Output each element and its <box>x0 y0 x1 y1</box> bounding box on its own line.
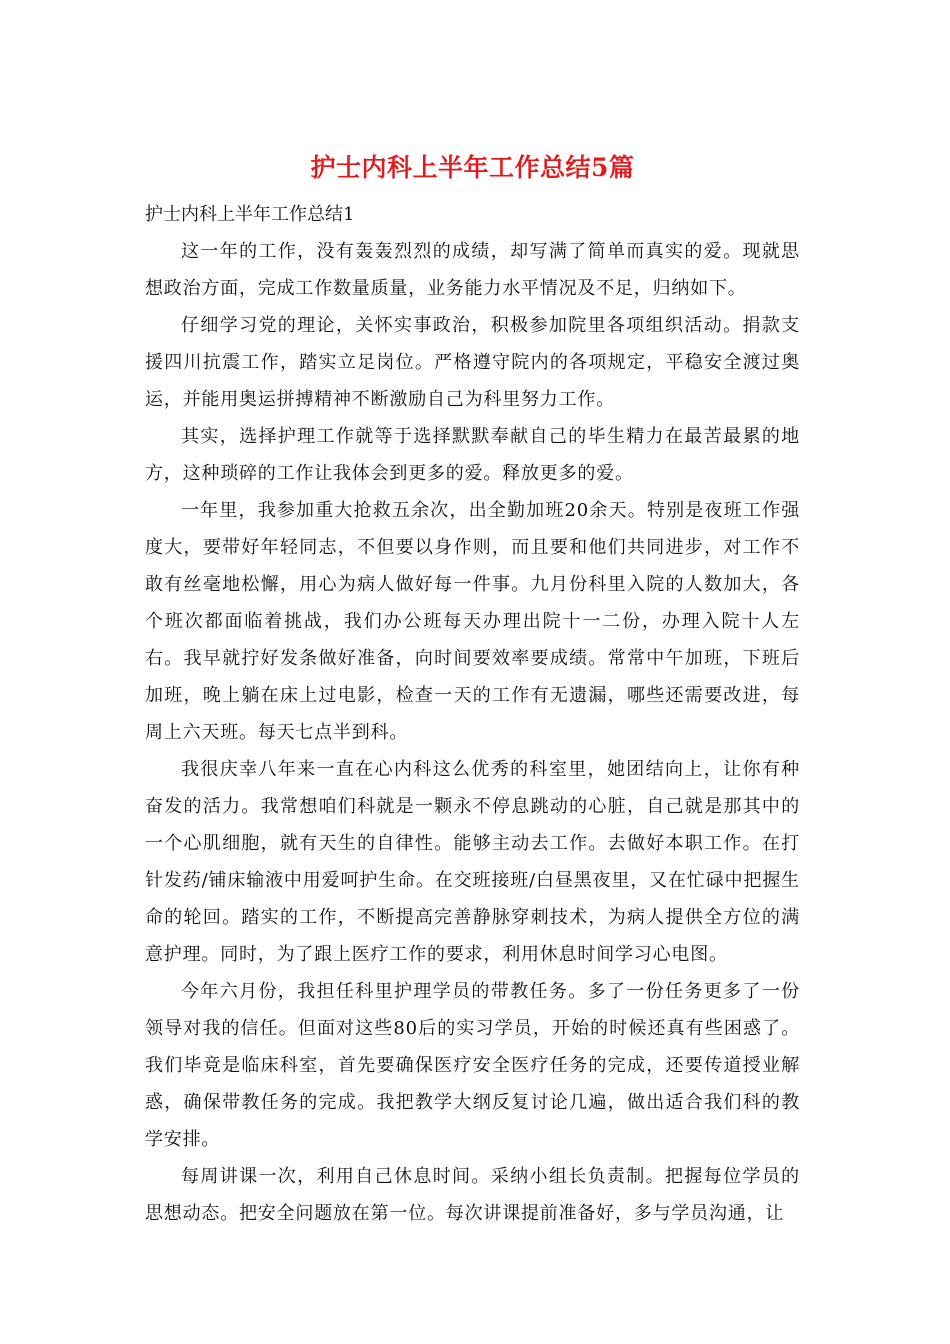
paragraph-3: 其实，选择护理工作就等于选择默默奉献自己的毕生精力在最苦最累的地方，这种琐碎的工作让我体会到更多的爱。释放更多的爱。 <box>145 426 800 484</box>
document-page <box>145 148 800 1232</box>
paragraph-2: 仔细学习党的理论，关怀实事政治，积极参加院里各项组织活动。捐款支援四川抗震工作，踏实立足岗位。严格遵守院内的各项规定，平稳安全渡过奥运，并能用奥运拼搏精神不断激励自己为科里努力工作。 <box>145 315 800 410</box>
document-title: 护士内科上半年工作总结5篇 <box>310 153 635 182</box>
paragraph-6: 今年六月份，我担任科里护理学员的带教任务。多了一份任务更多了一份领导对我的信任。但面对这些80后的实习学员，开始的时候还真有些困惑了。我们毕竟是临床科室，首先要确保医疗安全医疗任务的完成，还要传道授业解惑，确保带教任务的完成。我把教学大纲反复讨论几遍，做出适合我们科的教学安排。 <box>145 981 800 1150</box>
paragraph-7: 每周讲课一次，利用自己休息时间。采纳小组长负责制。把握每位学员的思想动态。把安全问题放在第一位。每次讲课提前准备好，多与学员沟通，让 <box>145 1166 800 1224</box>
paragraph-4: 一年里，我参加重大抢救五余次，出全勤加班20余天。特别是夜班工作强度大，要带好年轻同志，不但要以身作则，而且要和他们共同进步，对工作不敢有丝毫地松懈，用心为病人做好每一件事。九月份科里入院的人数加大，各个班次都面临着挑战，我们办公班每天办理出院十一二份，办理入院十人左右。我早就拧好发条做好准备，向时间要效率要成绩。常常中午加班，下班后加班，晚上躺在床上过电影，检查一天的工作有无遗漏，哪些还需要改进，每周上六天班。每天七点半到科。 <box>145 500 800 743</box>
paragraph-1: 这一年的工作，没有轰轰烈烈的成绩，却写满了简单而真实的爱。现就思想政治方面，完成工作数量质量，业务能力水平情况及不足，归纳如下。 <box>145 241 800 299</box>
section-heading: 护士内科上半年工作总结1 <box>145 204 355 225</box>
paragraph-5: 我很庆幸八年来一直在心内科这么优秀的科室里，她团结向上，让你有种奋发的活力。我常想咱们科就是一颗永不停息跳动的心脏，自己就是那其中的一个心肌细胞，就有天生的自律性。能够主动去工作。去做好本职工作。在打针发药/铺床输液中用爱呵护生命。在交班接班/白昼黑夜里，又在忙碌中把握生命的轮回。踏实的工作，不断提高完善静脉穿刺技术，为病人提供全方位的满意护理。同时，为了跟上医疗工作的要求，利用休息时间学习心电图。 <box>145 759 800 965</box>
